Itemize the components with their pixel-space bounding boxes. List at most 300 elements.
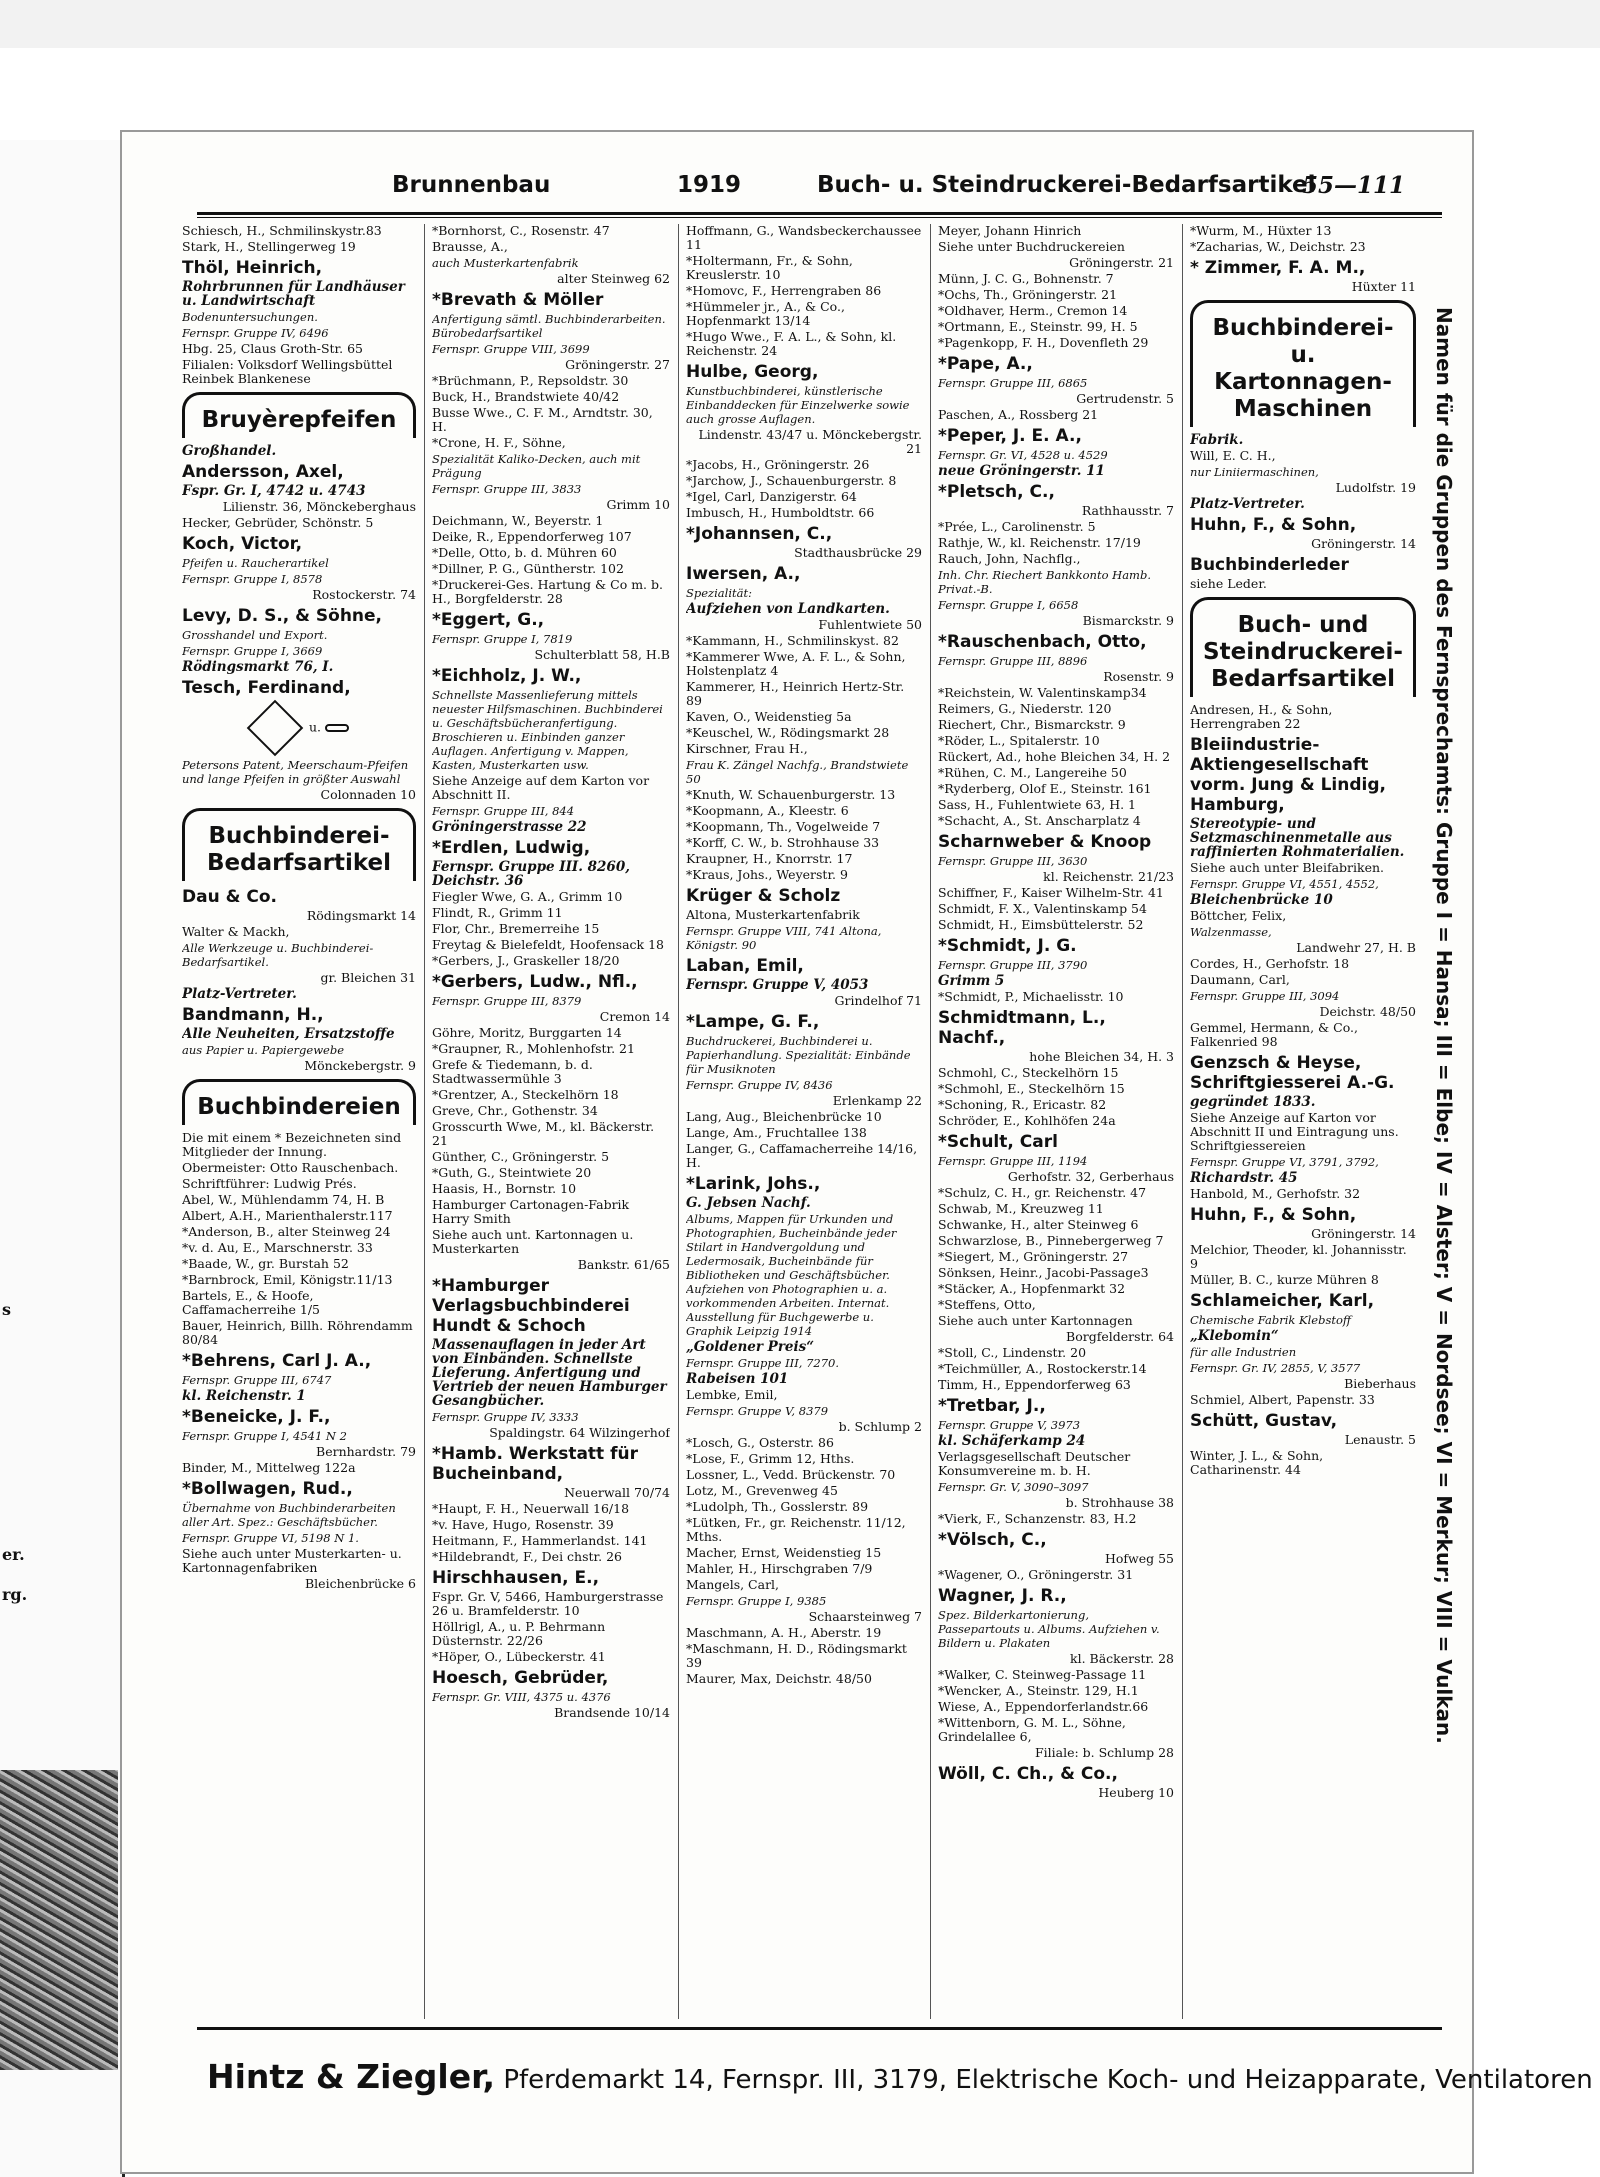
firm-name: *Hamburger Verlagsbuchbinderei Hundt & Schoch: [432, 1276, 630, 1336]
listing-line: *Wagener, O., Gröningerstr. 31: [938, 1567, 1134, 1582]
listing-line: Spez. Bilderkartonierung, Passepartouts u. Albums. Aufziehen v. Bildern u. Plakaten: [938, 1608, 1160, 1650]
listing-line: Stereotypie- und Setzmaschinenmetalle aus raffinierten Rohmaterialien.: [1190, 816, 1405, 860]
listing-line: G. Jebsen Nachf.: [686, 1195, 811, 1211]
listing-line: Sönksen, Heinr., Jacobi-Passage3: [938, 1265, 1149, 1280]
listing-line: Schnellste Massenlieferung mittels neuester Hilfsmaschinen. Buchbinderei u. Geschäftsbücheranfertigung. Broschieren u. Einbinden ganzer Auflagen. Anfertigung v. Mappen, Kasten, Musterkarten usw.: [432, 688, 663, 772]
listing-line: Brausse, A.,: [432, 239, 508, 254]
firm-name: Wagner, J. R.,: [938, 1586, 1067, 1606]
listing-line: *Stäcker, A., Hopfenmarkt 32: [938, 1281, 1126, 1296]
listing-line: Sass, H., Fuhlentwiete 63, H. 1: [938, 797, 1136, 812]
listing-line: *Jarchow, J., Schauenburgerstr. 8: [686, 473, 897, 488]
listing-line: *Barnbrock, Emil, Königstr.11/13: [182, 1272, 393, 1287]
listing-line: Stadthausbrücke 29: [794, 545, 922, 560]
listing-line: Rauch, John, Nachflg.,: [938, 551, 1081, 566]
listing-line: Fernspr. Gruppe VI, 5198 N 1.: [182, 1531, 359, 1545]
listing-line: Lang, Aug., Bleichenbrücke 10: [686, 1109, 882, 1124]
listing-line: *Guth, G., Steintwiete 20: [432, 1165, 592, 1180]
listing-line: Fernspr. Gruppe VI, 3791, 3792,: [1190, 1155, 1379, 1169]
firm-name: Buchbinderleder: [1190, 555, 1349, 575]
listing-line: Alle Neuheiten, Ersatzstoffe: [182, 1026, 395, 1042]
listing-line: *Jacobs, H., Gröningerstr. 26: [686, 457, 870, 472]
previous-page-fragment: er.: [2, 1545, 25, 1564]
listing-line: b. Strohhause 38: [1065, 1495, 1174, 1510]
listing-line: Albums, Mappen für Urkunden und Photographien, Bucheinbände jeder Stilart in Handvergoldung und Ledermosaik, Bucheinbände für Bibliotheken und Geschäftsbücher. Aufziehen von Photographien u. a. vorkommenden Arbeiten. Internat. Ausstellung für Buchgewerbe u. Graphik Leipzig 1914: [686, 1212, 897, 1338]
listing-line: *Schmidt, P., Michaelisstr. 10: [938, 989, 1124, 1004]
listing-line: Lenaustr. 5: [1344, 1432, 1416, 1447]
listing-line: Gerhofstr. 32, Gerberhaus: [1007, 1169, 1174, 1184]
listing-line: *Rühen, C. M., Langereihe 50: [938, 765, 1127, 780]
listing-line: Melchior, Theoder, kl. Johannisstr. 9: [1190, 1242, 1407, 1271]
listing-line: Münn, J. C. G., Bohnenstr. 7: [938, 271, 1114, 286]
listing-line: *Walker, C. Steinweg-Passage 11: [938, 1667, 1147, 1682]
listing-line: *Zacharias, W., Deichstr. 23: [1190, 239, 1366, 254]
listing-line: Fernspr. Gruppe III, 1194: [938, 1154, 1088, 1168]
listing-line: Siehe auch unt. Kartonnagen u. Musterkarten: [432, 1227, 634, 1256]
header-year: 1919: [677, 172, 742, 198]
listing-line: Pfeifen u. Raucherartikel: [182, 556, 329, 570]
listing-line: Fernspr. Gr. VI, 4528 u. 4529: [938, 448, 1108, 462]
listing-line: Lotz, M., Grevenweg 45: [686, 1483, 838, 1498]
firm-name: Wöll, C. Ch., & Co.,: [938, 1764, 1118, 1784]
header-left: Brunnenbau: [392, 172, 551, 198]
listing-line: Stark, H., Stellingerweg 19: [182, 239, 356, 254]
listing-line: Siehe auch unter Bleifabriken.: [1190, 860, 1385, 875]
listing-line: Obermeister: Otto Rauschenbach.: [182, 1160, 399, 1175]
listing-line: Hecker, Gebrüder, Schönstr. 5: [182, 515, 374, 530]
listing-line: Walter & Mackh,: [182, 924, 290, 939]
listing-line: *Oldhaver, Herm., Cremon 14: [938, 303, 1128, 318]
listing-line: Böttcher, Felix,: [1190, 908, 1287, 923]
listing-line: *Schoning, R., Ericastr. 82: [938, 1097, 1107, 1112]
listing-line: Anfertigung sämtl. Buchbinderarbeiten. Bürobedarfsartikel: [432, 312, 666, 340]
listing-line: *Schmohl, E., Steckelhörn 15: [938, 1081, 1125, 1096]
firm-name: Hoesch, Gebrüder,: [432, 1668, 609, 1688]
listing-line: Siehe auch unter Kartonnagen: [938, 1313, 1133, 1328]
listing-line: Fiegler Wwe, G. A., Grimm 10: [432, 889, 623, 904]
listing-line: Kirschner, Frau H.,: [686, 741, 808, 756]
column-2: [432, 224, 670, 2019]
listing-line: Günther, C., Gröningerstr. 5: [432, 1149, 610, 1164]
listing-line: *Wurm, M., Hüxter 13: [1190, 224, 1332, 238]
listing-line: Cremon 14: [599, 1009, 670, 1024]
listing-line: Fernspr. Gruppe VI, 4551, 4552,: [1190, 877, 1379, 891]
listing-line: Daumann, Carl,: [1190, 972, 1290, 987]
column-divider: [1182, 224, 1183, 2019]
running-header: [197, 172, 1437, 208]
listing-line: *v. d. Au, E., Marschnerstr. 33: [182, 1240, 373, 1255]
listing-line: Fernspr. Gruppe IV, 6496: [182, 326, 329, 340]
firm-name: *Brevath & Möller: [432, 290, 604, 310]
listing-line: Flindt, R., Grimm 11: [432, 905, 563, 920]
listing-line: Bieberhaus: [1344, 1376, 1416, 1391]
listing-line: Verlagsgesellschaft Deutscher Konsumvereine m. b. H.: [938, 1449, 1131, 1478]
listing-line: Bleichenbrücke 10: [1190, 892, 1333, 908]
listing-line: Fernspr. Gruppe I, 6658: [938, 598, 1079, 612]
header-rule-thin: [197, 217, 1442, 218]
listing-line: Fernspr. Gruppe I, 4541 N 2: [182, 1429, 347, 1443]
listing-line: Busse Wwe., C. F. M., Arndtstr. 30, H.: [432, 405, 653, 434]
listing-line: Wiese, A., Eppendorferlandstr.66: [938, 1699, 1149, 1714]
listing-line: Bodenuntersuchungen.: [182, 310, 318, 324]
footer-address: Pferdemarkt 14,: [503, 2065, 714, 2095]
listing-line: Hoffmann, G., Wandsbeckerchaussee 11: [686, 224, 922, 252]
listing-line: Grefe & Tiedemann, b. d. Stadtwassermühle 3: [432, 1057, 593, 1086]
firm-name: Schmidtmann, L., Nachf.,: [938, 1008, 1106, 1048]
listing-line: Fernspr. Gr. IV, 2855, V, 3577: [1190, 1361, 1361, 1375]
column-3: [686, 224, 922, 2019]
listing-line: Höllrigl, A., u. P. Behrmann Düsternstr. 22/26: [432, 1619, 606, 1648]
listing-line: Alle Werkzeuge u. Buchbinderei-Bedarfsartikel.: [182, 941, 374, 969]
listing-line: Binder, M., Mittelweg 122a: [182, 1460, 356, 1475]
listing-line: Langer, G., Caffamacherreihe 14/16, H.: [686, 1141, 918, 1170]
footer-phone: Fernspr. III, 3179,: [721, 2065, 948, 2095]
listing-line: Altona, Musterkartenfabrik: [686, 907, 860, 922]
page-number: 55—111: [1302, 172, 1406, 199]
listing-line: Paschen, A., Rossberg 21: [938, 407, 1099, 422]
listing-line: siehe Leder.: [1190, 576, 1267, 591]
listing-line: *Ortmann, E., Steinstr. 99, H. 5: [938, 319, 1138, 334]
listing-line: Timm, H., Eppendorferweg 63: [938, 1377, 1131, 1392]
listing-line: b. Schlump 2: [838, 1419, 922, 1434]
column-5: [1190, 224, 1416, 2019]
listing-line: *Druckerei-Ges. Hartung & Co m. b. H., Borgfelderstr. 28: [432, 577, 663, 606]
listing-line: Spaldingstr. 64 Wilzingerhof: [489, 1425, 670, 1440]
listing-line: *Steffens, Otto,: [938, 1297, 1036, 1312]
listing-line: Andresen, H., & Sohn, Herrengraben 22: [1190, 702, 1333, 731]
listing-line: Hanbold, M., Gerhofstr. 32: [1190, 1186, 1361, 1201]
firm-name: Bandmann, H.,: [182, 1005, 324, 1025]
listing-line: *Vierk, F., Schanzenstr. 83, H.2: [938, 1511, 1137, 1526]
listing-line: Landwehr 27, H. B: [1296, 940, 1416, 955]
section-heading: Buch- und Steindruckerei-Bedarfsartikel: [1190, 597, 1416, 697]
listing-line: *Stoll, C., Lindenstr. 20: [938, 1345, 1087, 1360]
listing-line: nur Liniiermaschinen,: [1190, 465, 1319, 479]
listing-line: Hofweg 55: [1104, 1551, 1174, 1566]
listing-line: Bleichenbrücke 6: [304, 1576, 416, 1591]
listing-line: Fuhlentwiete 50: [818, 617, 922, 632]
listing-line: Cordes, H., Gerhofstr. 18: [1190, 956, 1350, 971]
listing-line: Grosshandel und Export.: [182, 628, 328, 642]
listing-line: *Ludolph, Th., Gosslerstr. 89: [686, 1499, 869, 1514]
firm-name: *Schmidt, J. G.: [938, 936, 1077, 956]
footer-firm: Hintz & Ziegler,: [207, 2057, 496, 2096]
listing-line: *Kammerer Wwe, A. F. L., & Sohn, Holstenplatz 4: [686, 649, 906, 678]
firm-name: Huhn, F., & Sohn,: [1190, 1205, 1357, 1225]
listing-line: Albert, A.H., Marienthalerstr.117: [182, 1208, 393, 1223]
previous-page-fragment: rg.: [2, 1585, 28, 1604]
listing-line: Richardstr. 45: [1190, 1170, 1298, 1186]
listing-line: Rohrbrunnen für Landhäuser u. Landwirtschaft: [182, 279, 405, 309]
listing-line: *Gerbers, J., Graskeller 18/20: [432, 953, 620, 968]
listing-line: Schwanke, H., alter Steinweg 6: [938, 1217, 1139, 1232]
listing-line: Abel, W., Mühlendamm 74, H. B: [182, 1192, 385, 1207]
listing-line: Deichmann, W., Beyerstr. 1: [432, 513, 604, 528]
listing-line: Walzenmasse,: [1190, 925, 1272, 939]
column-divider: [678, 224, 679, 2019]
listing-line: Kaven, O., Weidenstieg 5a: [686, 709, 852, 724]
listing-line: Rabeisen 101: [686, 1371, 789, 1387]
firm-name: Dau & Co.: [182, 887, 277, 907]
listing-line: Rosenstr. 9: [1103, 669, 1174, 684]
listing-line: Erlenkamp 22: [832, 1093, 922, 1108]
listing-line: Fernspr. Gruppe III, 3833: [432, 482, 582, 496]
firm-name: *Tretbar, J.,: [938, 1396, 1046, 1416]
firm-name: Schütt, Gustav,: [1190, 1411, 1338, 1431]
listing-line: Fernspr. Gruppe IV, 8436: [686, 1078, 833, 1092]
listing-line: *Holtermann, Fr., & Sohn, Kreuslerstr. 10: [686, 253, 853, 282]
listing-line: kl. Bäckerstr. 28: [1070, 1651, 1174, 1666]
listing-line: kl. Reichenstr. 21/23: [1043, 869, 1174, 884]
listing-line: Neuerwall 70/74: [564, 1485, 670, 1500]
firm-name: Iwersen, A.,: [686, 564, 801, 584]
listing-line: Lindenstr. 43/47 u. Mönckebergstr. 21: [698, 427, 922, 456]
listing-line: *Siegert, M., Gröningerstr. 27: [938, 1249, 1129, 1264]
listing-line: *Brüchmann, P., Repsoldstr. 30: [432, 373, 629, 388]
listing-line: Bauer, Heinrich, Billh. Röhrendamm 80/84: [182, 1318, 413, 1347]
listing-line: Rathje, W., kl. Reichenstr. 17/19: [938, 535, 1141, 550]
directory-page: [122, 132, 1593, 2172]
listing-line: Imbusch, H., Humboldtstr. 66: [686, 505, 875, 520]
listing-line: Heitmann, F., Hammerlandst. 141: [432, 1533, 648, 1548]
listing-line: Lembke, Emil,: [686, 1387, 778, 1402]
firm-name: Tesch, Ferdinand,: [182, 678, 351, 698]
listing-line: Grimm 5: [938, 973, 1005, 989]
listing-line: Rückert, Ad., hohe Bleichen 34, H. 2: [938, 749, 1171, 764]
listing-line: Freytag & Bielefeldt, Hoofensack 18: [432, 937, 664, 952]
firm-name: Bleiindustrie-Aktiengesellschaft vorm. Jung & Lindig, Hamburg,: [1190, 735, 1386, 815]
listing-line: Fernspr. Gruppe III. 8260, Deichstr. 36: [432, 859, 630, 889]
listing-line: kl. Schäferkamp 24: [938, 1433, 1086, 1449]
listing-line: *Koopmann, Th., Vogelweide 7: [686, 819, 881, 834]
listing-line: Hbg. 25, Claus Groth-Str. 65: [182, 341, 363, 356]
listing-line: Borgfelderstr. 64: [1066, 1329, 1174, 1344]
listing-line: *Crone, H. F., Söhne,: [432, 435, 566, 450]
listing-line: *Hümmeler jr., A., & Co., Hopfenmarkt 13/14: [686, 299, 845, 328]
listing-line: Rödingsmarkt 76, I.: [182, 659, 334, 675]
firm-name: Hulbe, Georg,: [686, 362, 819, 382]
listing-line: Fernspr. Gruppe III, 844: [432, 804, 575, 818]
listing-line: Bartels, E., & Hoofe, Caffamacherreihe 1/5: [182, 1288, 320, 1317]
firm-name: *Lampe, G. F.,: [686, 1012, 820, 1032]
listing-line: Brandsende 10/14: [554, 1705, 670, 1720]
listing-line: *Anderson, B., alter Steinweg 24: [182, 1224, 391, 1239]
listing-line: Fernspr. Gr. V, 3090–3097: [938, 1480, 1089, 1494]
listing-line: *Homovc, F., Herrengraben 86: [686, 283, 882, 298]
listing-line: Großhandel.: [182, 443, 277, 459]
firm-name: *Pletsch, C.,: [938, 482, 1055, 502]
listing-line: aus Papier u. Papiergewebe: [182, 1043, 345, 1057]
listing-line: *Lütken, Fr., gr. Reichenstr. 11/12, Mths.: [686, 1515, 906, 1544]
listing-line: Platz-Vertreter.: [182, 986, 297, 1002]
listing-line: Schmohl, C., Steckelhörn 15: [938, 1065, 1119, 1080]
phone-groups-note: Namen für die Gruppen des Fernsprechamts: Gruppe I = Hansa; III = Elbe; IV = Alster; V = Nordsee; VI = Merkur; VIII = Vulkan.: [1432, 307, 1456, 1744]
listing-line: Bernhardstr. 79: [316, 1444, 416, 1459]
listing-line: Schaarsteinweg 7: [808, 1609, 922, 1624]
listing-line: Fernspr. Gruppe III, 3790: [938, 958, 1088, 972]
listing-line: *Schulz, C. H., gr. Reichenstr. 47: [938, 1185, 1147, 1200]
listing-line: Fernspr. Gruppe III, 8379: [432, 994, 582, 1008]
firm-name: *Beneicke, J. F.,: [182, 1407, 331, 1427]
listing-line: Fernspr. Gruppe V, 8379: [686, 1404, 829, 1418]
listing-line: Rostockerstr. 74: [312, 587, 416, 602]
listing-line: gegründet 1833.: [1190, 1094, 1316, 1110]
listing-line: Die mit einem * Bezeichneten sind Mitglieder der Innung.: [182, 1130, 402, 1159]
listing-line: Schiesch, H., Schmilinskystr.83: [182, 224, 382, 238]
logo-connector: u.: [308, 719, 322, 735]
listing-line: *Ryderberg, Olof E., Steinstr. 161: [938, 781, 1152, 796]
listing-line: Gröningerstr. 14: [1311, 1226, 1416, 1241]
column-1: [182, 224, 416, 2019]
listing-line: Fernspr. Gruppe VIII, 741 Altona, Königstr. 90: [686, 924, 882, 952]
listing-line: Grindelhof 71: [834, 993, 922, 1008]
listing-line: Deike, R., Eppendorferweg 107: [432, 529, 632, 544]
firm-name: *Bollwagen, Rud.,: [182, 1479, 353, 1499]
section-heading: Bruyèrepfeifen: [182, 392, 416, 438]
footer-advert: [207, 2057, 1593, 2107]
listing-line: *Teichmüller, A., Rostockerstr.14: [938, 1361, 1147, 1376]
listing-line: Buck, H., Brandstwiete 40/42: [432, 389, 620, 404]
listing-line: kl. Reichenstr. 1: [182, 1388, 306, 1404]
listing-line: Fernspr. Gruppe V, 3973: [938, 1418, 1081, 1432]
listing-line: Deichstr. 48/50: [1319, 1004, 1416, 1019]
listing-line: Winter, J. L., & Sohn, Catharinenstr. 44: [1190, 1448, 1324, 1477]
listing-line: Frau K. Zängel Nachfg., Brandstwiete 50: [686, 758, 909, 786]
listing-line: Inh. Chr. Riechert Bankkonto Hamb. Privat.-B.: [938, 568, 1151, 596]
tesch-logo: [182, 700, 416, 756]
listing-line: Fernspr. Gruppe IV, 3333: [432, 1410, 579, 1424]
header-rule: [197, 212, 1442, 215]
listing-line: Chemische Fabrik Klebstoff: [1190, 1313, 1352, 1327]
listing-line: Riechert, Chr., Bismarckstr. 9: [938, 717, 1126, 732]
listing-line: *Delle, Otto, b. d. Mühren 60: [432, 545, 617, 560]
listing-line: Göhre, Moritz, Burggarten 14: [432, 1025, 622, 1040]
listing-line: Aufziehen von Landkarten.: [686, 601, 890, 617]
listing-line: Maurer, Max, Deichstr. 48/50: [686, 1671, 872, 1686]
listing-line: Bankstr. 61/65: [577, 1257, 670, 1272]
listing-line: Schröder, E., Kohlhöfen 24a: [938, 1113, 1116, 1128]
listing-line: *Hildebrandt, F., Dei chstr. 26: [432, 1549, 622, 1564]
listing-line: Petersons Patent, Meerschaum-Pfeifen und lange Pfeifen in größter Auswahl: [182, 758, 409, 786]
section-heading: Buchbinderei- u. Kartonnagen-Maschinen: [1190, 300, 1416, 427]
previous-page-engraving: [0, 1770, 118, 2070]
listing-line: *Koopmann, A., Kleestr. 6: [686, 803, 849, 818]
listing-line: Maschmann, A. H., Aberstr. 19: [686, 1625, 882, 1640]
listing-line: Lilienstr. 36, Mönckeberghaus: [222, 499, 416, 514]
listing-line: *Lose, F., Grimm 12, Hths.: [686, 1451, 855, 1466]
listing-line: auch Musterkartenfabrik: [432, 256, 579, 270]
listing-line: *Hugo Wwe., F. A. L., & Sohn, kl. Reichenstr. 24: [686, 329, 897, 358]
listing-line: *Kraus, Johs., Weyerstr. 9: [686, 867, 848, 882]
listing-line: Müller, B. C., kurze Mühren 8: [1190, 1272, 1379, 1287]
column-divider: [930, 224, 931, 2019]
listing-line: Hamburger Cartonagen-Fabrik Harry Smith: [432, 1197, 630, 1226]
listing-line: *Keuschel, W., Rödingsmarkt 28: [686, 725, 890, 740]
listing-line: Kammerer, H., Heinrich Hertz-Str. 89: [686, 679, 905, 708]
column-4: [938, 224, 1174, 2019]
firm-name: *Hamb. Werkstatt für Bucheinband,: [432, 1444, 638, 1484]
firm-name: *Pape, A.,: [938, 354, 1033, 374]
listing-line: *Dillner, P. G., Güntherstr. 102: [432, 561, 624, 576]
listing-line: Gertrudenstr. 5: [1076, 391, 1174, 406]
firm-name: Laban, Emil,: [686, 956, 804, 976]
listing-line: *Ochs, Th., Gröningerstr. 21: [938, 287, 1118, 302]
listing-line: Fernspr. Gruppe I, 9385: [686, 1594, 827, 1608]
section-heading: Buchbinderei-Bedarfsartikel: [182, 808, 416, 881]
listing-line: Schmiel, Albert, Papenstr. 33: [1190, 1392, 1375, 1407]
listing-line: Fabrik.: [1190, 432, 1244, 448]
listing-line: Fernspr. Gruppe III, 6865: [938, 376, 1088, 390]
listing-line: *Graupner, R., Mohlenhofstr. 21: [432, 1041, 635, 1056]
firm-name: *Johannsen, C.,: [686, 524, 833, 544]
listing-line: *Bornhorst, C., Rosenstr. 47: [432, 224, 610, 238]
firm-name: Hirschhausen, E.,: [432, 1568, 600, 1588]
listing-line: *Wittenborn, G. M. L., Söhne, Grindelallee 6,: [938, 1715, 1126, 1744]
listing-line: Fernspr. Gruppe I, 3669: [182, 644, 323, 658]
listing-line: Massenauflagen in jeder Art von Einbänden. Schnellste Lieferung. Anfertigung und Vertrieb der neuen Hamburger Gesangbücher.: [432, 1337, 667, 1409]
listing-line: Bismarckstr. 9: [1082, 613, 1174, 628]
previous-page-edge: [0, 140, 125, 2177]
listing-line: Macher, Ernst, Weidenstieg 15: [686, 1545, 882, 1560]
listing-line: Fernspr. Gruppe VIII, 3699: [432, 342, 590, 356]
firm-name: *Eggert, G.,: [432, 610, 545, 630]
listing-line: Mangels, Carl,: [686, 1577, 780, 1592]
listing-line: *v. Have, Hugo, Rosenstr. 39: [432, 1517, 614, 1532]
firm-name: * Zimmer, F. A. M.,: [1190, 258, 1366, 278]
listing-line: Spezialität:: [686, 586, 752, 600]
listing-line: hohe Bleichen 34, H. 3: [1029, 1049, 1174, 1064]
listing-line: Fernspr. Gr. VIII, 4375 u. 4376: [432, 1690, 611, 1704]
listing-line: Fernspr. Gruppe I, 7819: [432, 632, 573, 646]
listing-line: Fernspr. Gruppe III, 7270.: [686, 1356, 840, 1370]
listing-line: *Haupt, F. H., Neuerwall 16/18: [432, 1501, 630, 1516]
listing-line: *Reichstein, W. Valentinskamp34: [938, 685, 1147, 700]
listing-line: *Pagenkopp, F. H., Dovenfleth 29: [938, 335, 1149, 350]
listing-line: Filialen: Volksdorf Wellingsbüttel Reinbek Blankenese: [182, 357, 393, 386]
firm-name: *Eichholz, J. W.,: [432, 666, 582, 686]
listing-line: alter Steinweg 62: [557, 271, 670, 286]
footer-goods: Elektrische Koch- und Heizapparate, Ventilatoren: [955, 2065, 1593, 2095]
column-divider: [424, 224, 425, 2019]
listing-line: *Grentzer, A., Steckelhörn 18: [432, 1087, 619, 1102]
listing-line: Filiale: b. Schlump 28: [1034, 1745, 1174, 1760]
listing-line: *Kammann, H., Schmilinskyst. 82: [686, 633, 899, 648]
listing-line: *Igel, Carl, Danzigerstr. 64: [686, 489, 857, 504]
firm-name: *Schult, Carl: [938, 1132, 1058, 1152]
listing-line: Schwarzlose, B., Pinnebergerweg 7: [938, 1233, 1164, 1248]
listing-line: *Höper, O., Lübeckerstr. 41: [432, 1649, 606, 1664]
listing-line: Schwab, M., Kreuzweg 11: [938, 1201, 1104, 1216]
listing-line: Rödingsmarkt 14: [306, 908, 416, 923]
listing-line: neue Gröningerstr. 11: [938, 463, 1105, 479]
listing-line: Siehe Anzeige auf dem Karton vor Abschnitt II.: [432, 773, 650, 802]
listing-line: für alle Industrien: [1190, 1345, 1297, 1359]
listing-line: Reimers, G., Niederstr. 120: [938, 701, 1112, 716]
firm-name: Huhn, F., & Sohn,: [1190, 515, 1357, 535]
firm-name: *Peper, J. E. A.,: [938, 426, 1082, 446]
firm-name: *Gerbers, Ludw., Nfl.,: [432, 972, 638, 992]
firm-name: *Larink, Johs.,: [686, 1174, 821, 1194]
listing-line: Grimm 10: [606, 497, 670, 512]
listing-line: Spezialität Kaliko-Decken, auch mit Prägung: [432, 452, 641, 480]
listing-line: *Prée, L., Carolinenstr. 5: [938, 519, 1096, 534]
listing-line: Gröningerstrasse 22: [432, 819, 587, 835]
bbb-logo-icon: [247, 700, 304, 757]
listing-line: „Goldener Preis“: [686, 1339, 815, 1355]
listing-line: Fernspr. Gruppe III, 6747: [182, 1373, 332, 1387]
listing-line: Rathhausstr. 7: [1081, 503, 1174, 518]
listing-line: Platz-Vertreter.: [1190, 496, 1305, 512]
listing-line: Fernspr. Gruppe I, 8578: [182, 572, 323, 586]
